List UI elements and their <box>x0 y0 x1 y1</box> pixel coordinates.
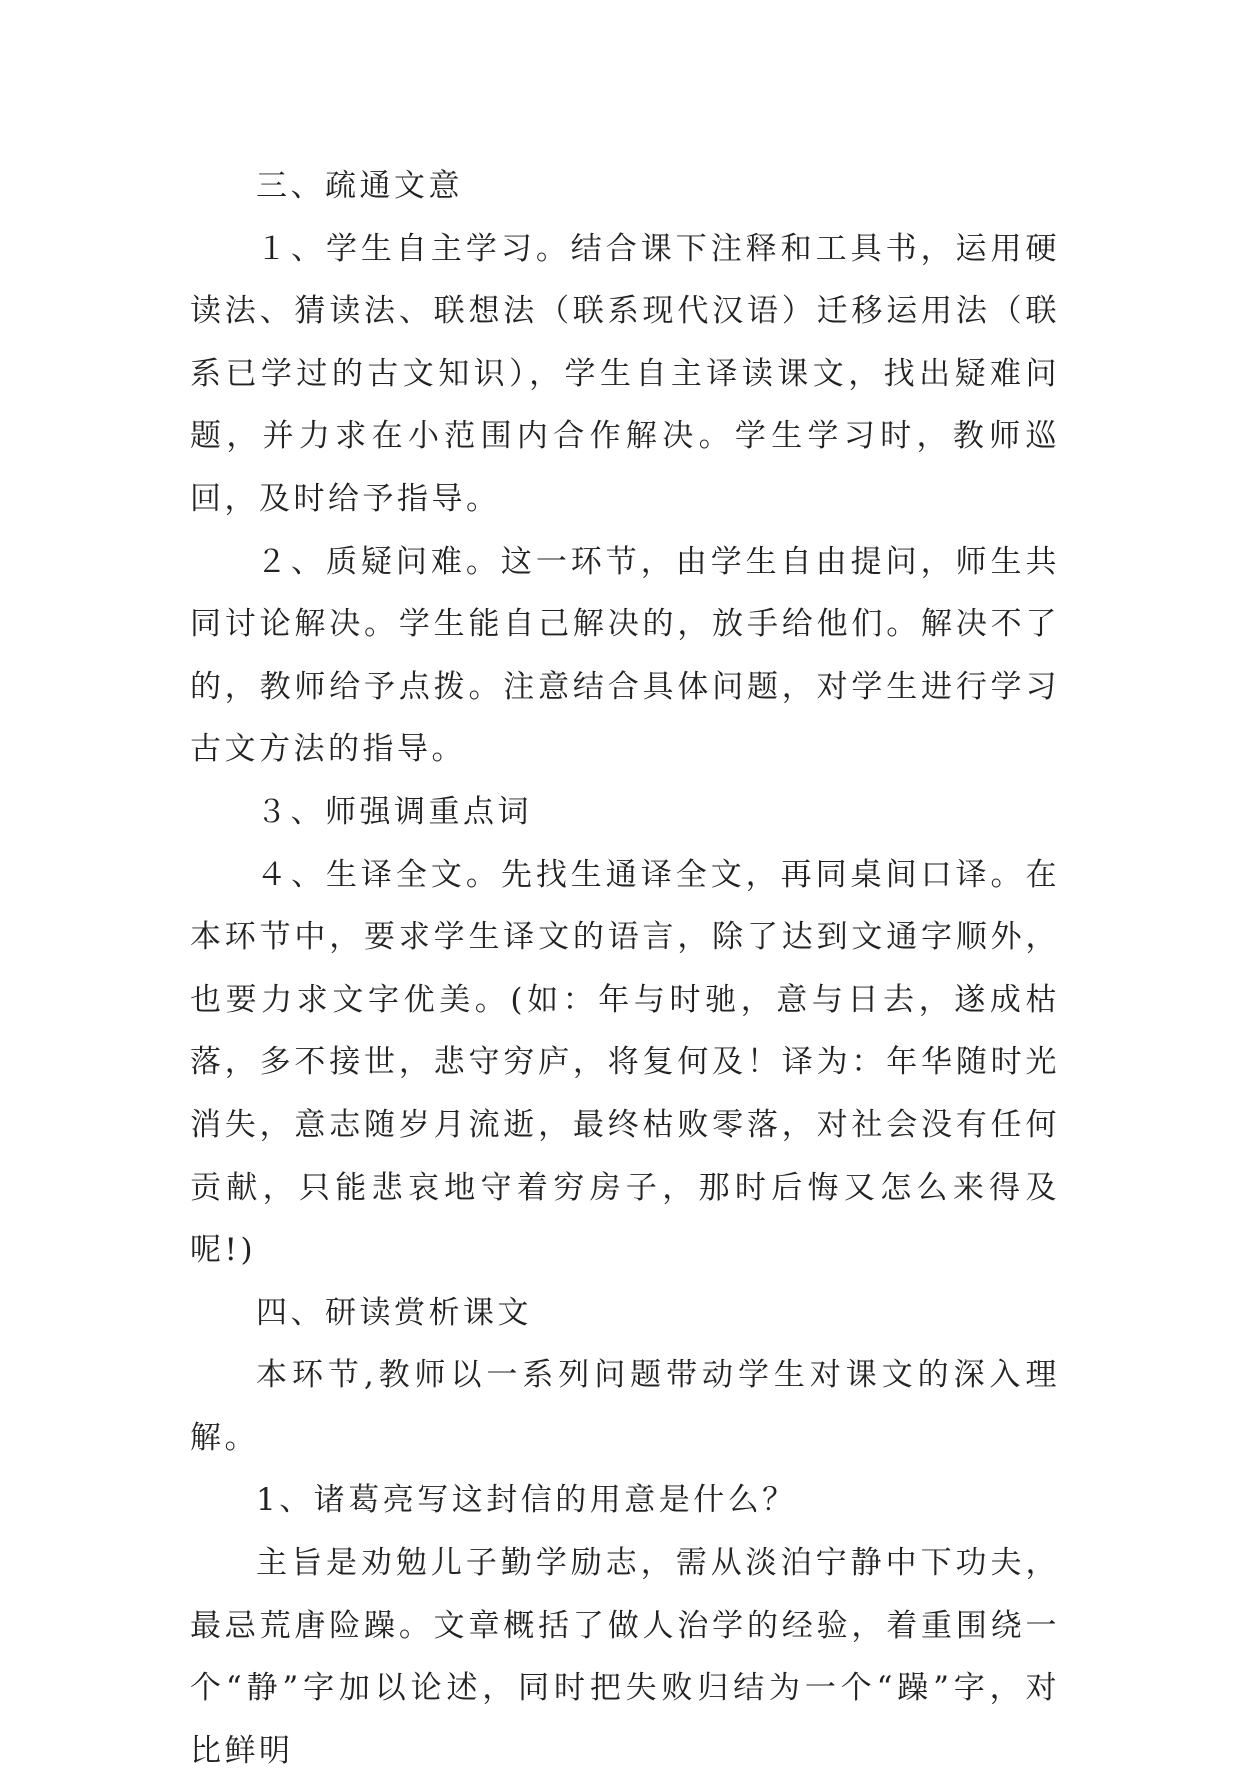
section-heading-clarify-meaning: 三、疏通文意 <box>256 168 463 204</box>
paragraph-translate-text: ４、生译全文。先找生通译全文，再同桌间口译。在本环节中，要求学生译文的语言，除了达到文通字顺外，也要力求文字优美。(如：年与时驰，意与日去，遂成枯落，多不接世，悲守穷庐，将复何及！译为：年华随时光消失，意志随岁月流逝，最终枯败零落，对社会没有任何贡献，只能悲哀地守着穷房子，那时后悔又怎么来得及呢!) <box>190 856 1060 1269</box>
section-heading-study-appreciate: 四、研读赏析课文 <box>256 1294 532 1331</box>
paragraph-questioning: ２、质疑问难。这一环节，由学生自由提问，师生共同讨论解决。学生能自己解决的，放手给他们。解决不了的，教师给予点拨。注意结合具体问题，对学生进行学习古文方法的指导。 <box>190 543 1060 768</box>
document-body <box>190 155 1060 1782</box>
paragraph-section-intro: 本环节,教师以一系列问题带动学生对课文的深入理解。 <box>190 1357 1060 1456</box>
paragraph-main-idea: 主旨是劝勉儿子勤学励志，需从淡泊宁静中下功夫，最忌荒唐险躁。文章概括了做人治学的经验，着重围绕一个“静”字加以论述，同时把失败归结为一个“躁”字，对比鲜明 <box>190 1545 1060 1769</box>
paragraph-self-study: １、学生自主学习。结合课下注释和工具书，运用硬读法、猜读法、联想法（联系现代汉语）迁移运用法（联系已学过的古文知识），学生自主译读课文，找出疑难问题，并力求在小范围内合作解决。学生学习时，教师巡回，及时给予指导。 <box>190 230 1060 517</box>
paragraph-key-words: ３、师强调重点词 <box>256 793 532 830</box>
question-purpose-of-letter: 1、诸葛亮写这封信的用意是什么？ <box>256 1482 797 1519</box>
